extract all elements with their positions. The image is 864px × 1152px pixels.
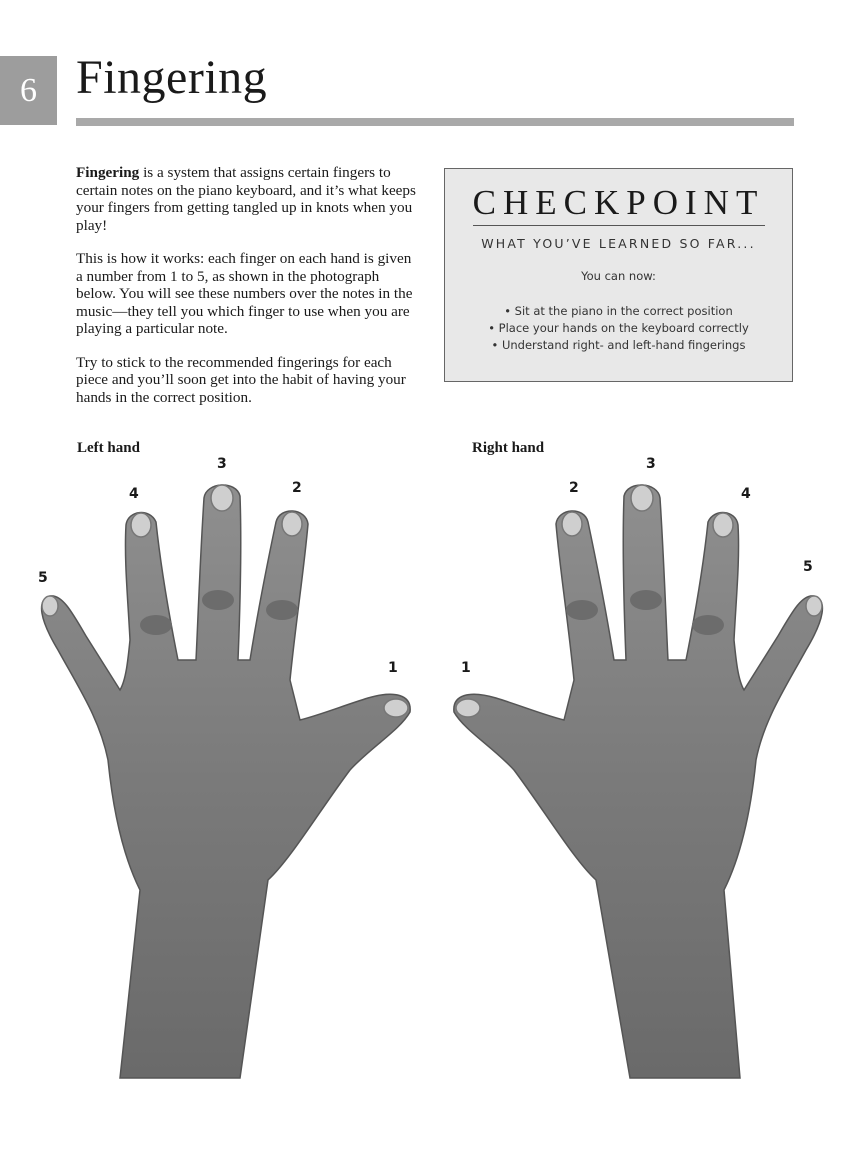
right-finger-3-label: 3 — [646, 456, 656, 472]
right-hand-image — [454, 485, 823, 1078]
checkpoint-item: • Sit at the piano in the correct position — [504, 304, 733, 318]
paragraph-3: Try to stick to the recommended fingerings for each piece and you’ll soon get into the habit of having your hands in the correct position. — [76, 353, 406, 406]
right-finger-2-label: 2 — [569, 480, 579, 496]
right-finger-4-label: 4 — [741, 486, 751, 502]
page-title: Fingering — [76, 51, 268, 104]
checkpoint-box — [444, 168, 793, 382]
left-finger-3-label: 3 — [217, 456, 227, 472]
checkpoint-heading: CHECKPOINT — [472, 183, 765, 222]
right-finger-1-label: 1 — [461, 660, 471, 676]
right-hand-caption: Right hand — [472, 440, 545, 456]
paragraph-1-text: is a system that assigns certain fingers to certain notes on the piano keyboard, and it’s what keeps your fingers from getting tangled up in knots when you play! — [76, 164, 416, 234]
left-finger-1-label: 1 — [388, 660, 398, 676]
checkpoint-item: • Place your hands on the keyboard correctly — [488, 321, 749, 335]
left-hand-caption: Left hand — [77, 440, 140, 456]
paragraph-2: This is how it works: each finger on each hand is given a number from 1 to 5, as shown in the photograph below. You will see these numbers over the notes in the music—they tell you which finger to use when you are playing a particular note. — [76, 250, 413, 337]
left-finger-2-label: 2 — [292, 480, 302, 496]
checkpoint-list — [445, 303, 792, 354]
hands-photograph — [0, 470, 864, 1090]
left-finger-5-label: 5 — [38, 570, 48, 586]
title-divider — [76, 118, 794, 126]
checkpoint-item: • Understand right- and left-hand fingerings — [491, 338, 746, 352]
page-number-tab: 6 — [0, 56, 57, 125]
left-finger-4-label: 4 — [129, 486, 139, 502]
right-finger-5-label: 5 — [803, 559, 813, 575]
term-fingering: Fingering — [76, 164, 140, 181]
paragraph-1 — [76, 164, 421, 234]
left-hand-image — [42, 485, 411, 1078]
body-text — [76, 164, 421, 422]
checkpoint-intro: You can now: — [581, 269, 656, 283]
checkpoint-divider — [473, 225, 765, 226]
checkpoint-subheading: WHAT YOU’VE LEARNED SO FAR... — [481, 236, 756, 251]
